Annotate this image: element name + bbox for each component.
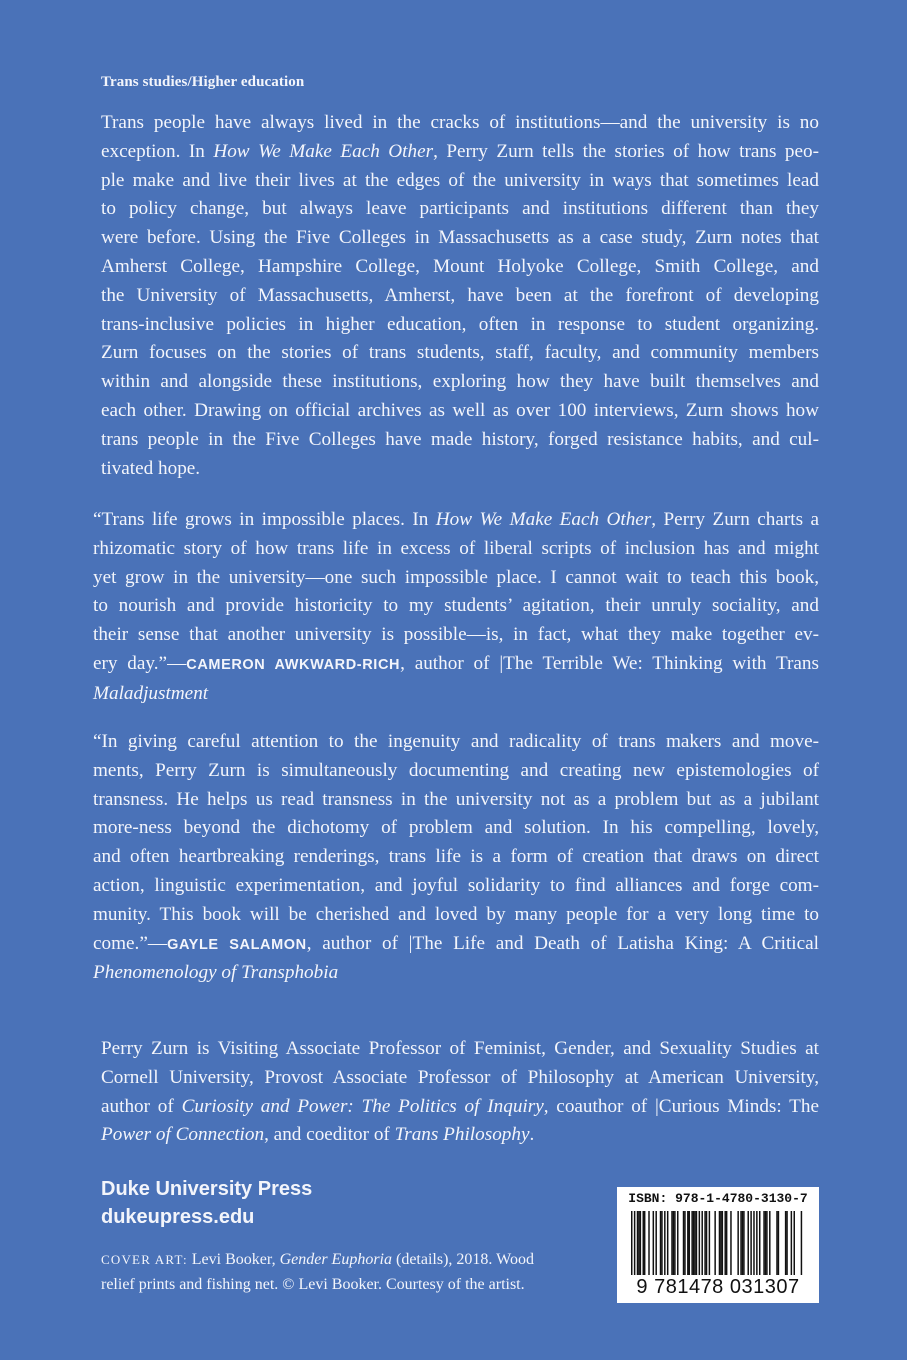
barcode-bar [763, 1211, 764, 1275]
barcode-bar [664, 1211, 665, 1275]
barcode-bar [785, 1211, 786, 1275]
book-description [101, 109, 819, 483]
barcode-bar [776, 1211, 777, 1275]
barcode-bar [756, 1211, 757, 1275]
text-line: author of Curiosity and Power: The Politics of Inquiry, coauthor of |Curious Minds: The [101, 1095, 819, 1117]
barcode-bar [704, 1211, 705, 1275]
text-line: Zurn focuses on the stories of trans students, staff, faculty, and community members [101, 342, 819, 364]
barcode-bar [750, 1211, 751, 1275]
category-label: Trans studies/Higher education [101, 74, 305, 90]
barcode-bar [671, 1211, 672, 1275]
text-line: Perry Zurn is Visiting Associate Professor of Feminist, Gender, and Sexuality Studies at [101, 1038, 819, 1059]
barcode-bar [769, 1211, 770, 1275]
barcode-bar [637, 1211, 638, 1275]
text-line: Maladjustment [93, 682, 209, 704]
barcode-bar [644, 1211, 645, 1275]
barcode-bar [634, 1211, 635, 1275]
barcode-bar [660, 1211, 661, 1275]
barcode-bar [709, 1211, 710, 1275]
text-line: rhizomatic story of how trans life in excess of liberal scripts of inclusion has and might [93, 537, 819, 559]
barcode-bar [706, 1211, 707, 1275]
barcode-bar [724, 1211, 725, 1275]
text-line: ple make and live their lives at the edges of the university in ways that sometimes lead [101, 169, 819, 191]
barcode-bar [631, 1211, 632, 1275]
barcode-bar [643, 1211, 644, 1275]
text-line: each other. Drawing on official archives as well as over 100 interviews, Zurn shows how [101, 399, 819, 421]
barcode-bar [714, 1211, 715, 1275]
barcode-bar [794, 1211, 795, 1275]
barcode-bar [667, 1211, 668, 1275]
publisher-name: Duke University Press [101, 1178, 313, 1200]
text-line: trans people in the Five Colleges have made history, forged resistance habits, and cul- [101, 428, 819, 450]
text-line: Phenomenology of Transphobia [93, 962, 339, 984]
text-line: Trans people have always lived in the cracks of institutions—and the university is no [101, 112, 819, 133]
barcode-bar [694, 1211, 695, 1275]
text-line: their sense that another university is possible—is, in fact, what they make together ev- [93, 624, 819, 646]
barcode-bar [737, 1211, 738, 1275]
text-line: transness. He helps us read transness in the university not as a problem but as a jubilant [93, 788, 819, 810]
barcode-bar [687, 1211, 688, 1275]
text-line: more-ness beyond the dichotomy of problem and solution. In his compelling, lovely, [93, 817, 819, 839]
barcode-bar [661, 1211, 662, 1275]
barcode-bar [742, 1211, 743, 1275]
barcode-bar [766, 1211, 767, 1275]
barcode-bar [747, 1211, 748, 1275]
text-line: “Trans life grows in impossible places. In How We Make Each Other, Perry Zurn charts a [93, 509, 819, 530]
text-line: Amherst College, Hampshire College, Mount Holyoke College, Smith College, and [101, 255, 819, 277]
barcode-bar [726, 1211, 727, 1275]
barcode-bar [693, 1211, 694, 1275]
barcode-bar [699, 1211, 700, 1275]
barcode-bars [631, 1211, 805, 1275]
text-line: were before. Using the Five Colleges in Massachusetts as a case study, Zurn notes that [101, 227, 819, 249]
barcode-bar [791, 1211, 792, 1275]
text-line: exception. In How We Make Each Other, Perry Zurn tells the stories of how trans peo- [101, 140, 819, 162]
barcode-bar [653, 1211, 654, 1275]
barcode-bar [674, 1211, 675, 1275]
cover-art-label: COVER ART: [101, 1252, 188, 1267]
text-line: come.”—GAYLE SALAMON, author of |The Life and Death of Latisha King: A Critical [93, 932, 819, 954]
barcode-bar [778, 1211, 779, 1275]
endorsement-salamon [93, 728, 819, 988]
barcode-bar [640, 1211, 641, 1275]
barcode-bar [786, 1211, 787, 1275]
publisher-url[interactable]: dukeupress.edu [101, 1206, 255, 1228]
text-line: “In giving careful attention to the ingenuity and radicality of trans makers and move- [93, 731, 819, 752]
barcode-bar [743, 1211, 744, 1275]
barcode-bar [722, 1211, 723, 1275]
isbn-barcode [617, 1187, 819, 1303]
text-line: trans-inclusive policies in higher education, often in response to student organizing. [101, 313, 819, 335]
text-line: Cornell University, Provost Associate Professor of Philosophy at American University, [101, 1066, 819, 1088]
barcode-bar [740, 1211, 741, 1275]
barcode-bar [765, 1211, 766, 1275]
text-line: ments, Perry Zurn is simultaneously documenting and creating new epistemologies of [93, 759, 819, 781]
text-line: and often heartbreaking renderings, trans life is a form of creation that draws on direct [93, 846, 819, 868]
text-line: action, linguistic experimentation, and joyful solidarity to find alliances and forge com- [93, 874, 819, 896]
text-line: the University of Massachusetts, Amherst, have been at the forefront of developing [101, 284, 819, 306]
barcode-bar [683, 1211, 684, 1275]
text-line: ery day.”—CAMERON AWKWARD-RICH, author of |The Terrible We: Thinking with Trans [93, 652, 819, 674]
author-bio [101, 1035, 819, 1150]
barcode-bar [691, 1211, 692, 1275]
cover-art-credit: COVER ART: Levi Booker, Gender Euphoria (details), 2018. Wood relief prints and fishing net. © Levi Booker. Courtesy of the artist. [101, 1251, 534, 1293]
endorsement-awkward-rich [93, 506, 819, 709]
barcode-bar [648, 1211, 649, 1275]
barcode-bar [677, 1211, 678, 1275]
barcode-bar [638, 1211, 639, 1275]
barcode-bar [684, 1211, 685, 1275]
publisher-block [101, 1175, 312, 1231]
text-line: to nourish and provide historicity to my students’ agitation, their unruly sociality, and [93, 595, 819, 617]
text-line: within and alongside these institutions, exploring how they have built themselves and [101, 371, 819, 393]
barcode-bar [720, 1211, 721, 1275]
barcode-bar [753, 1211, 754, 1275]
text-line: munity. This book will be cherished and loved by many people for a very long time to [93, 903, 819, 925]
text-line: to policy change, but always leave participants and institutions different than they [101, 198, 819, 220]
barcode-bar [673, 1211, 674, 1275]
artwork-title: Gender Euphoria [279, 1251, 392, 1268]
barcode-bar [701, 1211, 702, 1275]
barcode-bar [696, 1211, 697, 1275]
text-line: yet grow in the university—one such impossible place. I cannot wait to teach this book, [93, 566, 819, 588]
ean-digits: 9 781478 031307 [636, 1276, 800, 1298]
barcode-bar [759, 1211, 760, 1275]
barcode-bar [801, 1211, 802, 1275]
text-line: Power of Connection, and coeditor of Trans Philosophy. [101, 1124, 535, 1146]
text-line: tivated hope. [101, 457, 201, 479]
barcode-bar [730, 1211, 731, 1275]
isbn-number: ISBN: 978-1-4780-3130-7 [628, 1191, 808, 1206]
barcode-bar [655, 1211, 656, 1275]
barcode-bar [689, 1211, 690, 1275]
barcode-bar [719, 1211, 720, 1275]
